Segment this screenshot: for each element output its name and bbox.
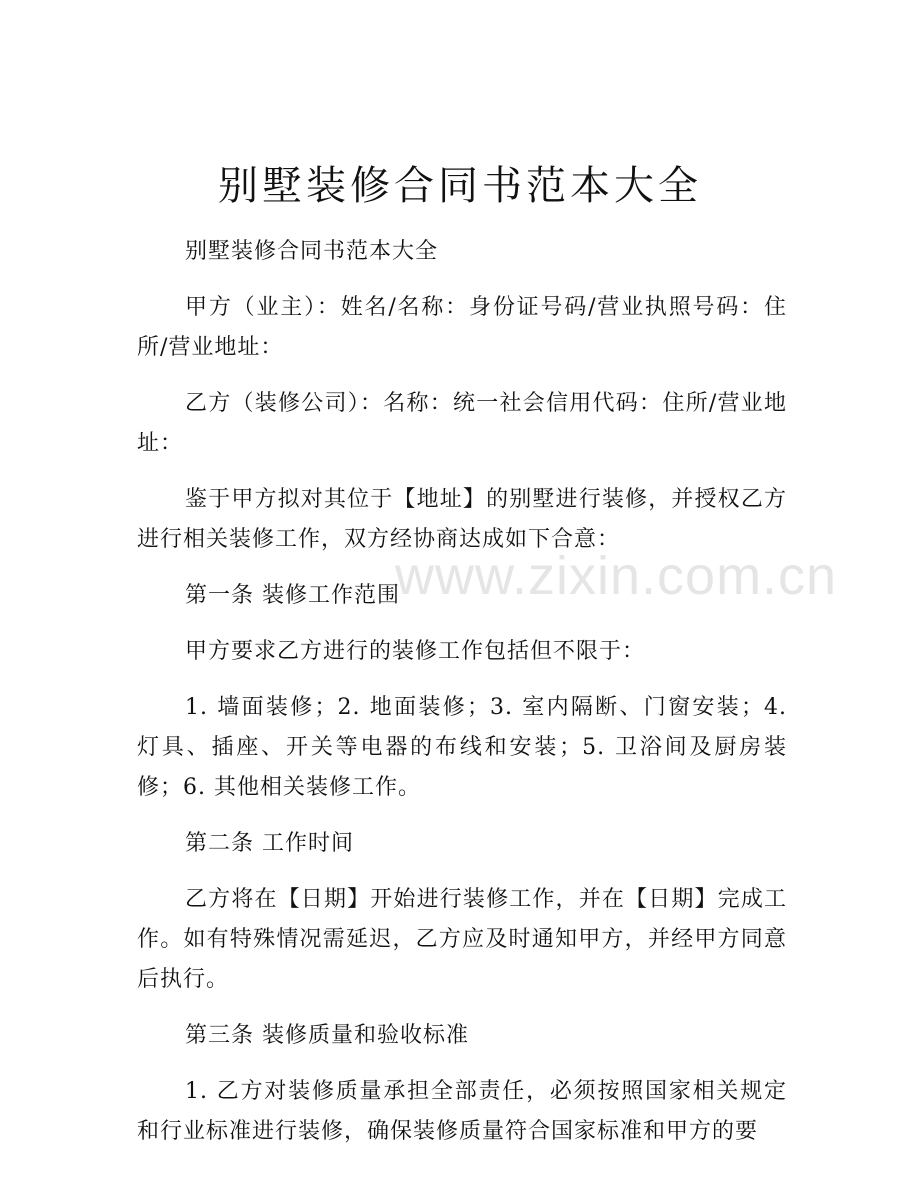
- article-3-heading: 第三条 装修质量和验收标准: [185, 1023, 469, 1048]
- watermark: www.zixin.com.cn: [395, 546, 838, 606]
- paragraph-party-a: 甲方（业主）：姓名/名称：身份证号码/营业执照号码：住所/营业地址：: [137, 295, 787, 360]
- paragraph-quality: 1. 乙方对装修质量承担全部责任，必须按照国家相关规定和行业标准进行装修，确保装修质量符合国家标准和甲方的要: [137, 1079, 787, 1144]
- paragraph-party-b: 乙方（装修公司）：名称：统一社会信用代码：住所/营业地址：: [137, 391, 787, 456]
- article-1-heading: 第一条 装修工作范围: [185, 583, 400, 608]
- paragraph-preamble: 鉴于甲方拟对其位于【地址】的别墅进行装修，并授权乙方进行相关装修工作，双方经协商达成如下合意：: [137, 487, 787, 552]
- paragraph-subtitle: 别墅装修合同书范本大全: [185, 239, 439, 264]
- paragraph-schedule: 乙方将在【日期】开始进行装修工作，并在【日期】完成工作。如有特殊情况需延迟，乙方应及时通知甲方，并经甲方同意后执行。: [137, 887, 787, 992]
- document-title: 别墅装修合同书范本大全: [218, 163, 702, 209]
- paragraph-scope-items: 1. 墙面装修；2. 地面装修；3. 室内隔断、门窗安装；4. 灯具、插座、开关等电器的布线和安装；5. 卫浴间及厨房装修；6. 其他相关装修工作。: [137, 695, 787, 800]
- article-2-heading: 第二条 工作时间: [185, 831, 354, 856]
- paragraph-scope-intro: 甲方要求乙方进行的装修工作包括但不限于：: [185, 639, 646, 664]
- document-body: [137, 232, 787, 1168]
